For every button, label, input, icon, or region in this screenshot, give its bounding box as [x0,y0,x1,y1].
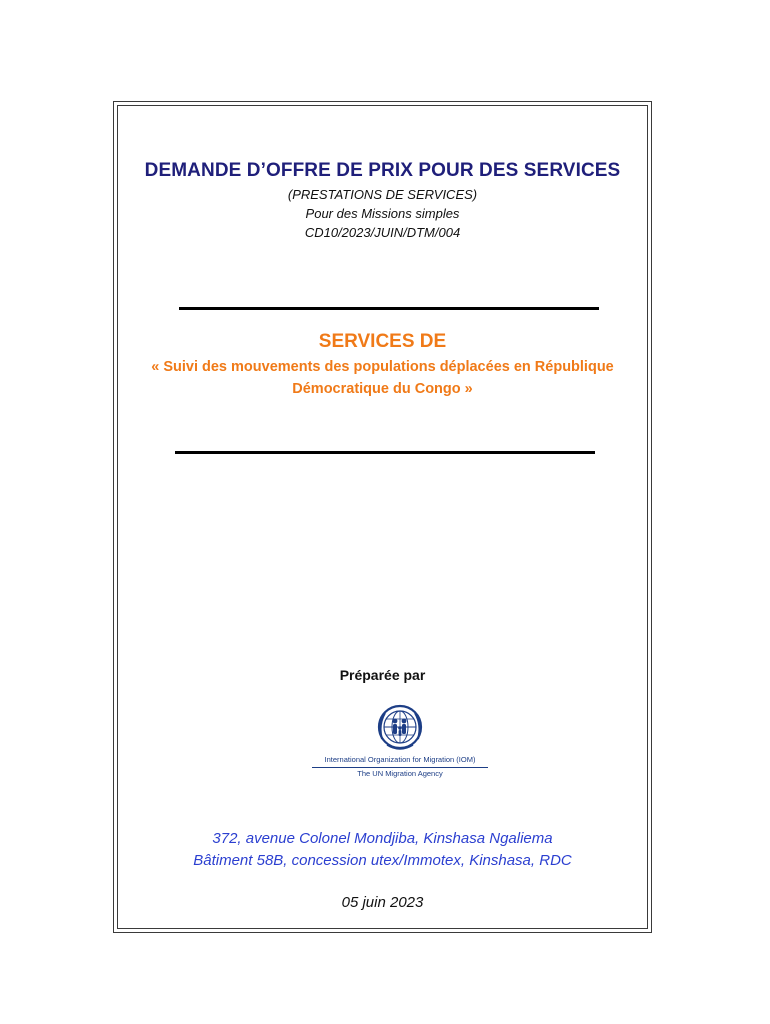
iom-logo-name: International Organization for Migration (IOM) [324,755,476,764]
services-description: « Suivi des mouvements des populations déplacées en République Démocratique du Congo » [151,359,614,397]
services-heading: SERVICES DE [318,331,447,352]
document-reference: CD10/2023/JUIN/DTM/004 [304,225,461,240]
divider-bottom [175,451,595,454]
address-line-1: 372, avenue Colonel Mondjiba, Kinshasa Ngaliema [212,830,553,847]
iom-logo [310,703,490,781]
divider-top [179,307,599,310]
document-title: DEMANDE D’OFFRE DE PRIX POUR DES SERVICES [144,160,621,181]
document-subtitle-mission: Pour des Missions simples [305,206,460,221]
address-line-2: Bâtiment 58B, concession utex/Immotex, Kinshasa, RDC [193,852,572,869]
document-subtitle-type: (PRESTATIONS DE SERVICES) [287,187,478,202]
iom-globe-icon [375,703,425,753]
iom-logo-rule [312,767,488,768]
iom-logo-tagline: The UN Migration Agency [357,769,443,778]
document-date: 05 juin 2023 [341,894,424,911]
prepared-by-label: Préparée par [339,667,426,683]
